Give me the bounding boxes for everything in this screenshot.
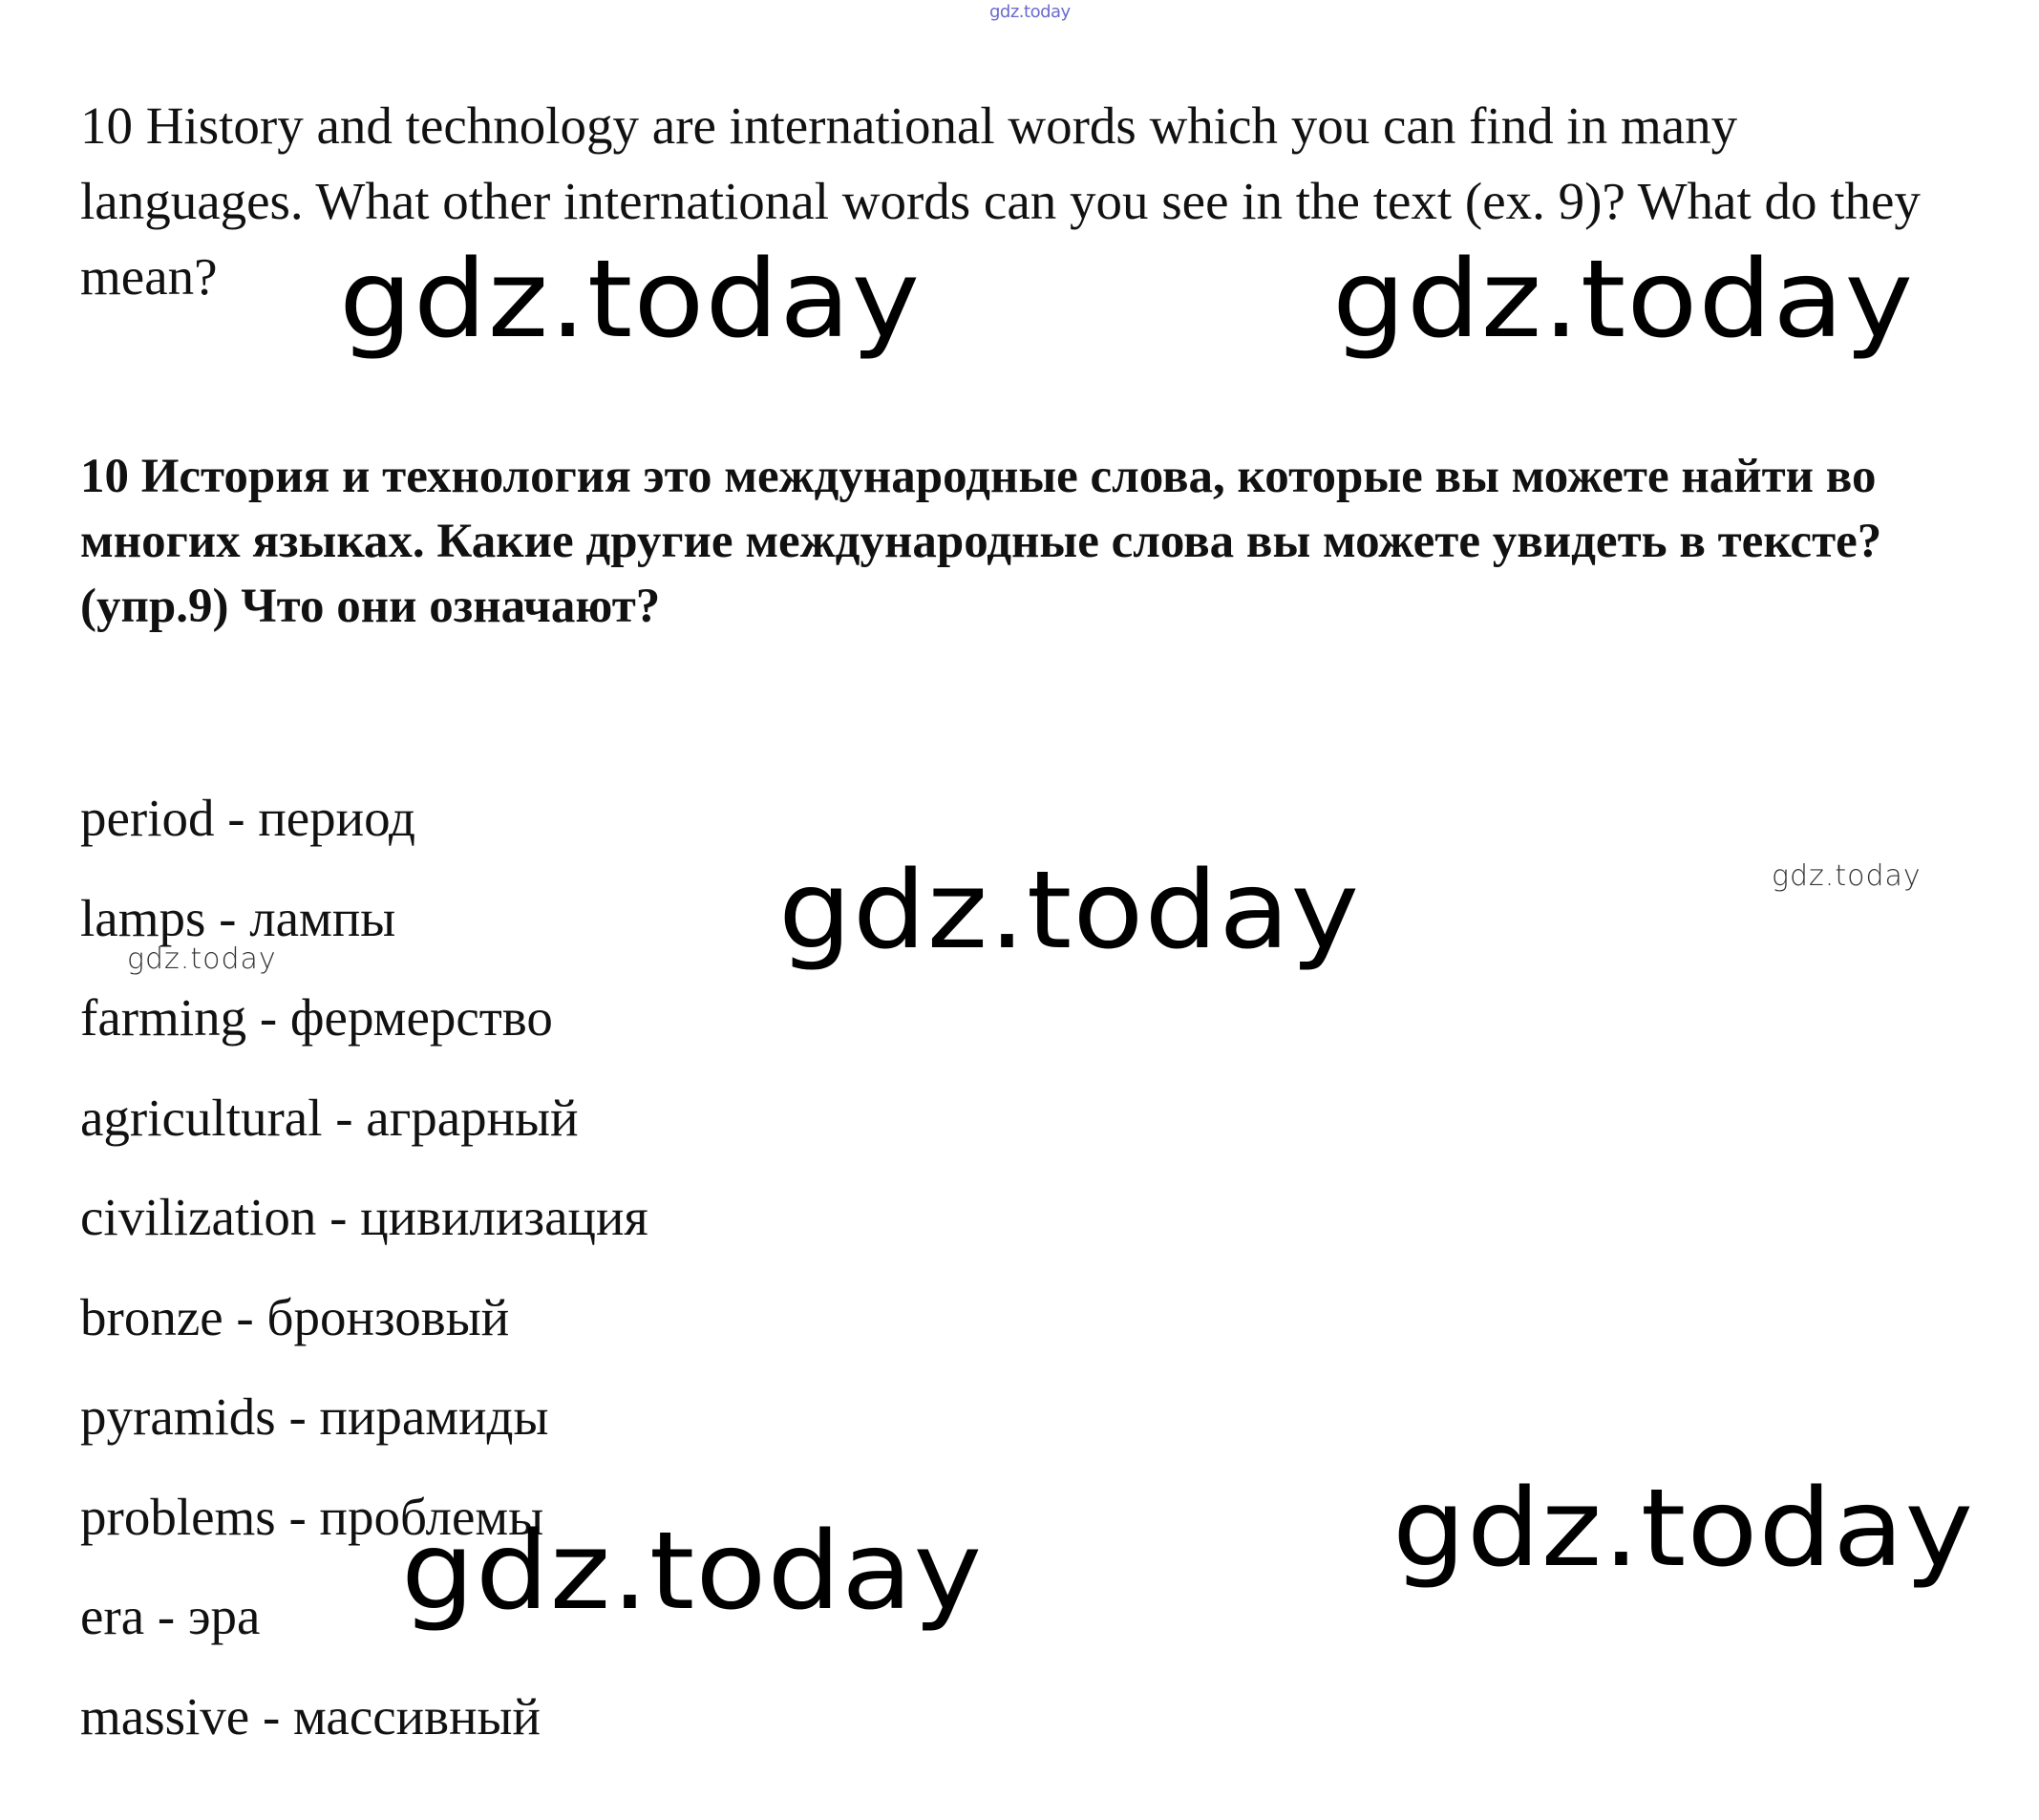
vocabulary-item: problems - проблемы — [80, 1487, 544, 1546]
watermark: gdz.today — [1332, 238, 1915, 362]
header-watermark: gdz.today — [989, 2, 1071, 22]
vocabulary-item: period - период — [80, 789, 416, 847]
watermark: gdz.today — [127, 942, 277, 976]
watermark: gdz.today — [1392, 1467, 1975, 1591]
vocabulary-item: pyramids - пирамиды — [80, 1387, 549, 1446]
vocabulary-item: farming - фермерство — [80, 988, 553, 1047]
question-russian: 10 История и технология это международные слова, которые вы можете найти во многих языках. Какие другие международные слова вы можете увидеть в тексте? (упр.9) Что они означают? — [80, 450, 1882, 633]
vocabulary-item: agricultural - аграрный — [80, 1088, 579, 1147]
watermark: gdz.today — [401, 1510, 984, 1634]
question-english: 10 History and technology are international words which you can find in many languages. What other international words can you see in the text (ex. 9)? What do they mean? — [80, 96, 1921, 306]
vocabulary-item: lamps - лампы — [80, 888, 396, 947]
watermark: gdz.today — [339, 238, 922, 362]
watermark: gdz.today — [1772, 859, 1922, 893]
vocabulary-item: civilization - цивилизация — [80, 1188, 648, 1246]
watermark: gdz.today — [778, 849, 1361, 973]
vocabulary-item: era - эра — [80, 1587, 261, 1645]
vocabulary-item: massive - массивный — [80, 1686, 541, 1746]
vocabulary-item: bronze - бронзовый — [80, 1287, 510, 1346]
